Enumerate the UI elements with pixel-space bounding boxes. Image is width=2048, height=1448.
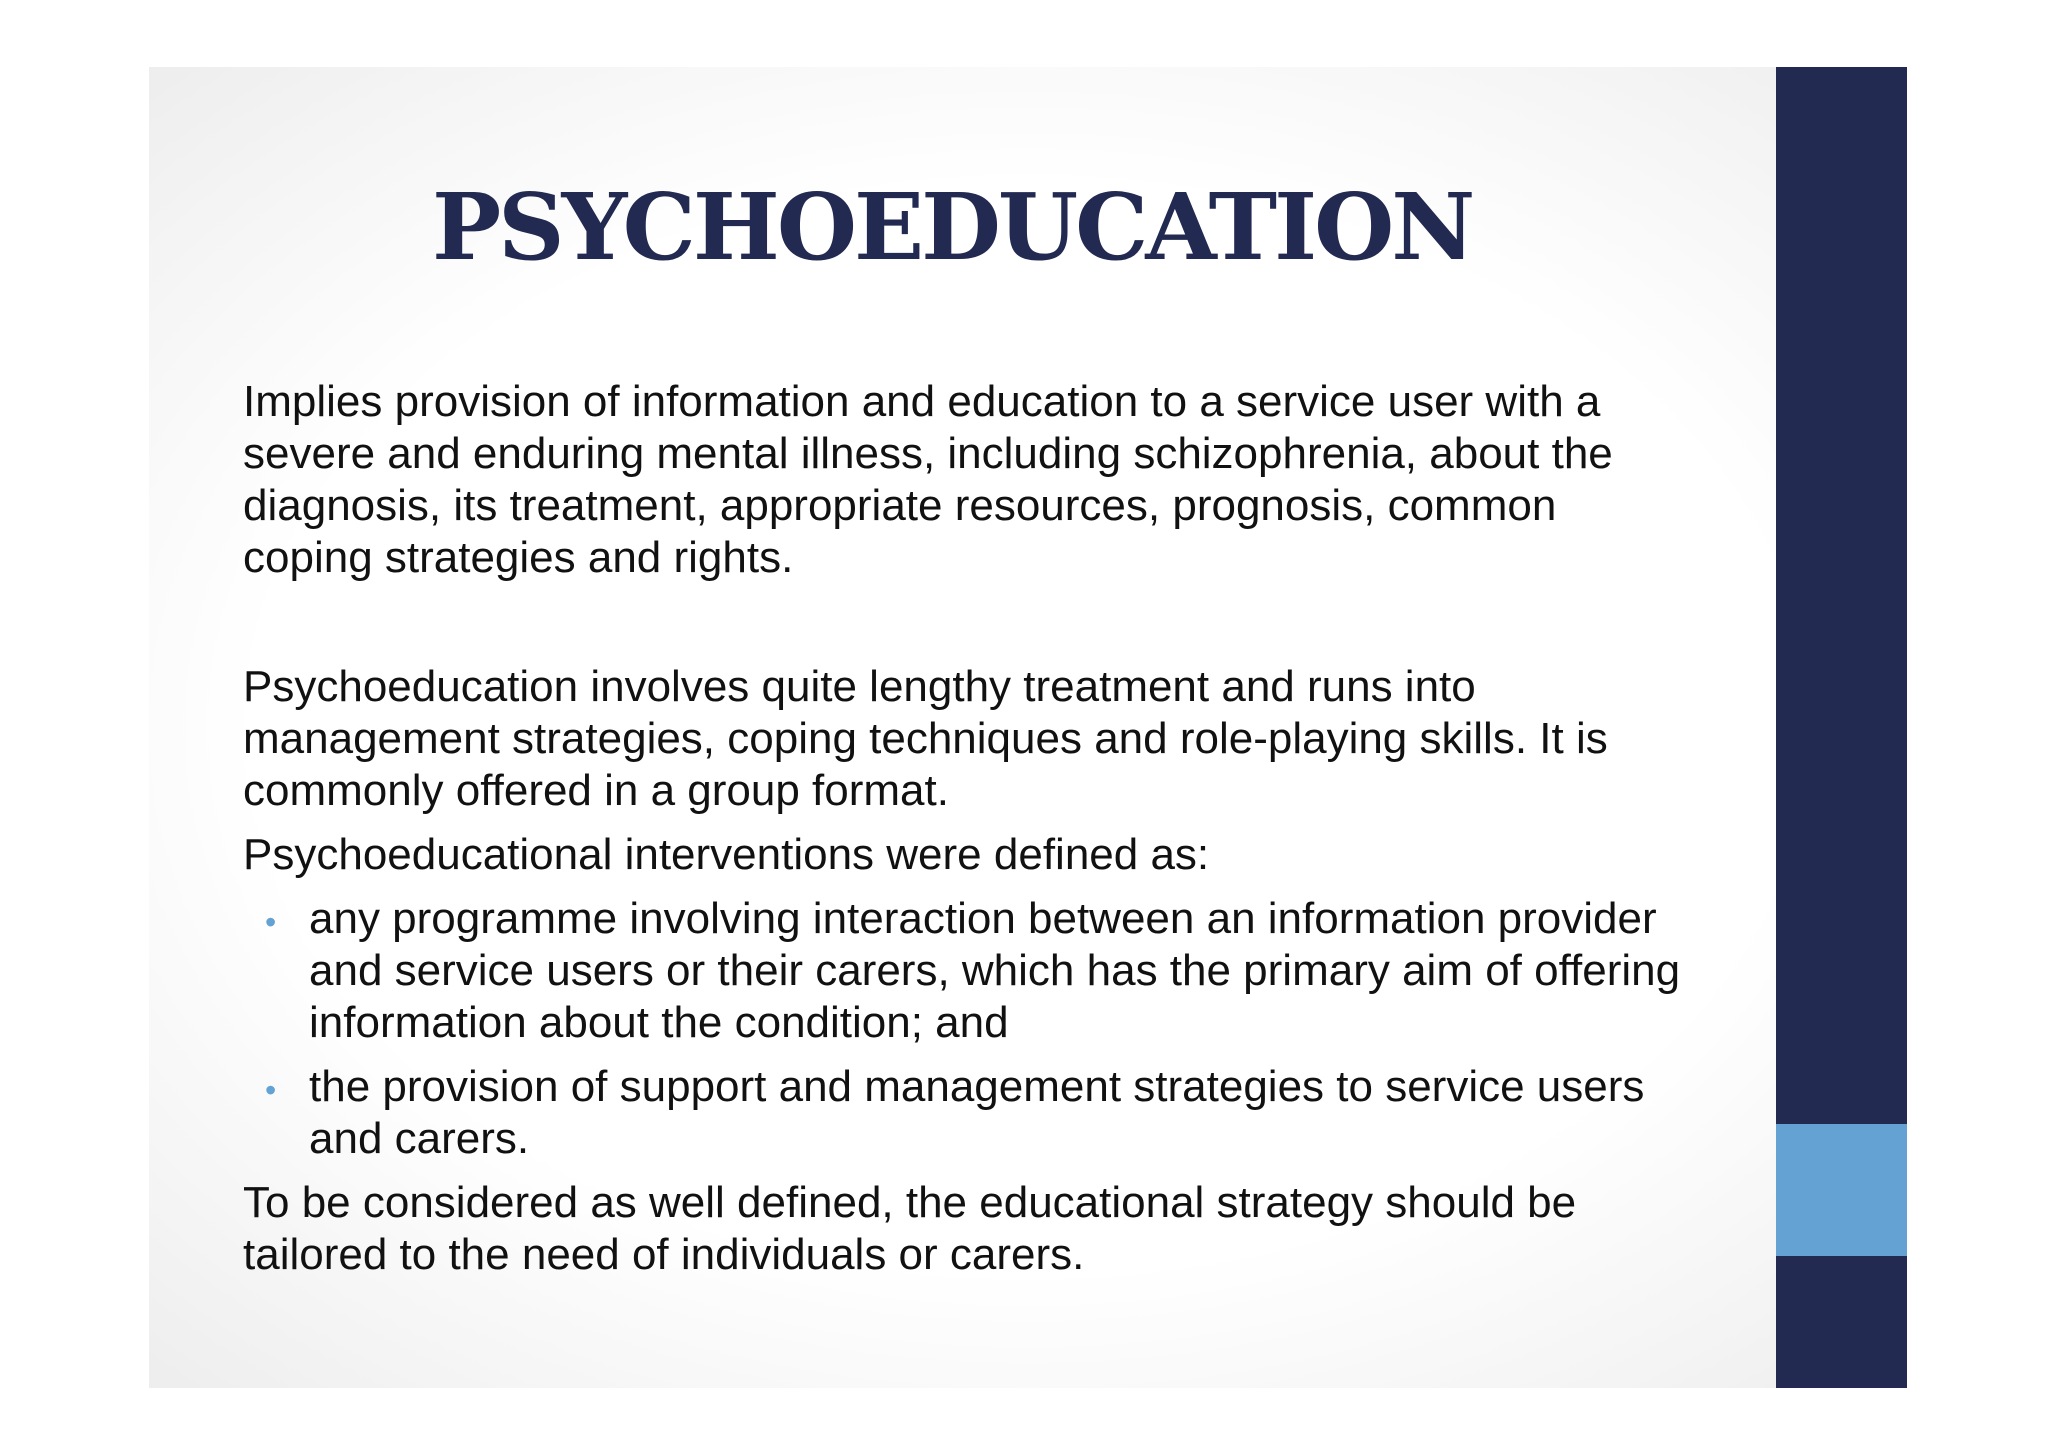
sidebar-bar-dark [1776,67,1907,1124]
bullet-icon: • [265,1072,277,1108]
slide-title: PSYCHOEDUCATION [432,173,1473,281]
paragraph-interventions-intro: Psychoeducational interventions were defined as: [243,830,1210,879]
bullet-item [243,1061,1683,1165]
paragraph-definition: Implies provision of information and education to a service user with a severe and enduring mental illness, including schizophrenia, about the diagnosis, its treatment, appropriate resources, prognosis, common coping strategies and rights. [243,377,1613,582]
paragraph-closing: To be considered as well defined, the educational strategy should be tailored to the need of individuals or carers. [243,1178,1577,1279]
sidebar-bar-accent [1776,1124,1907,1256]
sidebar-bar-dark-bottom [1776,1256,1907,1388]
paragraph-involves: Psychoeducation involves quite lengthy treatment and runs into management strategies, coping techniques and role-playing skills. It is commonly offered in a group format. [243,662,1608,815]
bullet-list [243,893,1683,1165]
slide-body [243,376,1683,1281]
bullet-icon: • [265,904,277,940]
bullet-item [243,893,1683,1049]
slide [149,67,1907,1388]
bullet-text: any programme involving interaction between an information provider and service users or their carers, which has the primary aim of offering information about the condition; and [309,894,1681,1047]
bullet-text: the provision of support and management strategies to service users and carers. [309,1062,1645,1163]
